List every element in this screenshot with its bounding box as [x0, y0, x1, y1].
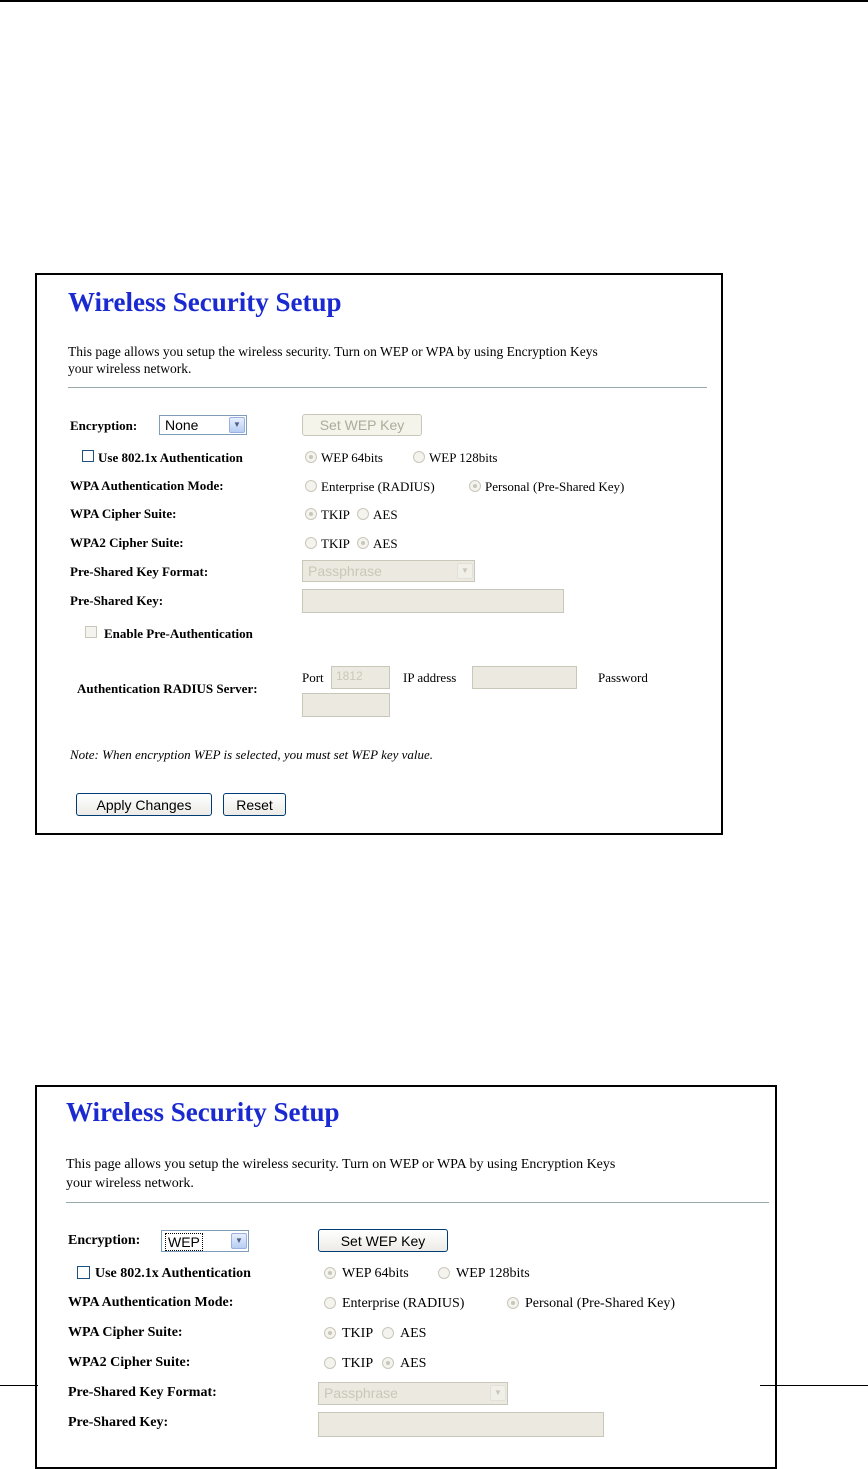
reset-button[interactable]: Reset: [223, 793, 286, 816]
encryption-select[interactable]: None ▼: [159, 415, 247, 435]
wpa-tkip-radio[interactable]: [305, 508, 317, 520]
page-description: This page allows you setup the wireless security. Turn on WEP or WPA by using Encryption Keys your wireless network.: [66, 1157, 616, 1191]
wpa2-aes-radio[interactable]: [382, 1357, 394, 1369]
wpa-aes-radio[interactable]: [382, 1327, 394, 1339]
personal-label: Personal (Pre-Shared Key): [525, 1296, 676, 1311]
wpa-cipher-label: WPA Cipher Suite:: [68, 1325, 183, 1340]
radius-ip-input[interactable]: [472, 666, 577, 689]
chevron-down-icon: ▼: [229, 417, 245, 433]
wpa-tkip-radio[interactable]: [324, 1327, 336, 1339]
wep128-radio[interactable]: [413, 451, 425, 463]
psk-input[interactable]: [318, 1412, 604, 1437]
divider: [66, 1202, 769, 1203]
use-8021x-label: Use 802.1x Authentication: [95, 1266, 251, 1281]
enable-preauth-checkbox[interactable]: [85, 626, 97, 638]
psk-format-select[interactable]: Passphrase ▼: [302, 560, 475, 582]
radius-port-input[interactable]: 1812: [331, 666, 390, 689]
wep128-label: WEP 128bits: [456, 1266, 530, 1281]
psk-format-label: Pre-Shared Key Format:: [68, 1385, 217, 1400]
psk-format-label: Pre-Shared Key Format:: [70, 564, 209, 579]
wpa2-aes-label: AES: [400, 1356, 427, 1371]
footer-rule-right: [760, 1385, 868, 1386]
set-wep-key-button[interactable]: Set WEP Key: [318, 1229, 448, 1252]
wep64-radio[interactable]: [324, 1267, 336, 1279]
personal-label: Personal (Pre-Shared Key): [485, 479, 625, 494]
wep-note: Note: When encryption WEP is selected, you must set WEP key value.: [70, 747, 434, 762]
encryption-label: Encryption:: [70, 418, 138, 433]
ip-address-label: IP address: [403, 670, 457, 685]
password-label: Password: [598, 670, 648, 685]
personal-radio[interactable]: [507, 1297, 519, 1309]
wpa2-aes-label: AES: [373, 536, 398, 551]
wpa2-tkip-radio[interactable]: [305, 537, 317, 549]
wireless-security-panel-encryption-wep: [35, 1085, 777, 1469]
use-8021x-checkbox[interactable]: [77, 1266, 90, 1279]
page-top-rule: [0, 0, 868, 2]
divider: [68, 387, 707, 388]
enterprise-label: Enterprise (RADIUS): [342, 1296, 465, 1311]
enable-preauth-label: Enable Pre-Authentication: [104, 626, 253, 641]
enterprise-label: Enterprise (RADIUS): [321, 479, 435, 494]
use-8021x-checkbox[interactable]: [82, 450, 94, 462]
wep128-radio[interactable]: [438, 1267, 450, 1279]
wpa2-tkip-radio[interactable]: [324, 1357, 336, 1369]
wpa2-aes-radio[interactable]: [357, 537, 369, 549]
psk-label: Pre-Shared Key:: [70, 593, 164, 608]
psk-format-select[interactable]: Passphrase ▼: [318, 1382, 508, 1405]
port-label: Port: [302, 670, 324, 685]
encryption-select[interactable]: WEP ▼: [161, 1230, 249, 1252]
wpa-tkip-label: TKIP: [342, 1326, 374, 1341]
footer-rule-left: [0, 1385, 38, 1386]
enterprise-radio[interactable]: [305, 480, 317, 492]
wireless-security-panel-encryption-none: [35, 273, 723, 835]
wpa-auth-mode-label: WPA Authentication Mode:: [68, 1295, 234, 1310]
page-title: Wireless Security Setup: [66, 1097, 340, 1127]
wep64-radio[interactable]: [305, 451, 317, 463]
radius-server-label: Authentication RADIUS Server:: [77, 681, 258, 696]
encryption-label: Encryption:: [68, 1233, 141, 1248]
wep128-label: WEP 128bits: [429, 450, 498, 465]
page-description: This page allows you setup the wireless security. Turn on WEP or WPA by using Encryption Keys your wireless network.: [68, 344, 598, 376]
wpa2-cipher-label: WPA2 Cipher Suite:: [70, 535, 184, 550]
personal-radio[interactable]: [469, 480, 481, 492]
apply-changes-button[interactable]: Apply Changes: [76, 793, 212, 816]
wep64-label: WEP 64bits: [342, 1266, 409, 1281]
wep64-label: WEP 64bits: [321, 450, 383, 465]
wpa2-tkip-label: TKIP: [342, 1356, 374, 1371]
wpa-aes-radio[interactable]: [357, 508, 369, 520]
radius-password-input[interactable]: [302, 693, 390, 717]
chevron-down-icon: ▼: [490, 1385, 506, 1401]
page-title: Wireless Security Setup: [68, 287, 342, 317]
set-wep-key-button[interactable]: Set WEP Key: [302, 414, 422, 436]
wpa-aes-label: AES: [373, 507, 398, 522]
wpa-tkip-label: TKIP: [321, 507, 350, 522]
psk-input[interactable]: [302, 589, 564, 613]
enterprise-radio[interactable]: [324, 1297, 336, 1309]
use-8021x-label: Use 802.1x Authentication: [98, 450, 243, 465]
wpa2-tkip-label: TKIP: [321, 536, 350, 551]
chevron-down-icon: ▼: [457, 563, 473, 579]
wpa-auth-mode-label: WPA Authentication Mode:: [70, 478, 224, 493]
wpa2-cipher-label: WPA2 Cipher Suite:: [68, 1355, 191, 1370]
wpa-cipher-label: WPA Cipher Suite:: [70, 506, 177, 521]
wpa-aes-label: AES: [400, 1326, 427, 1341]
psk-label: Pre-Shared Key:: [68, 1415, 169, 1430]
chevron-down-icon: ▼: [231, 1233, 247, 1249]
